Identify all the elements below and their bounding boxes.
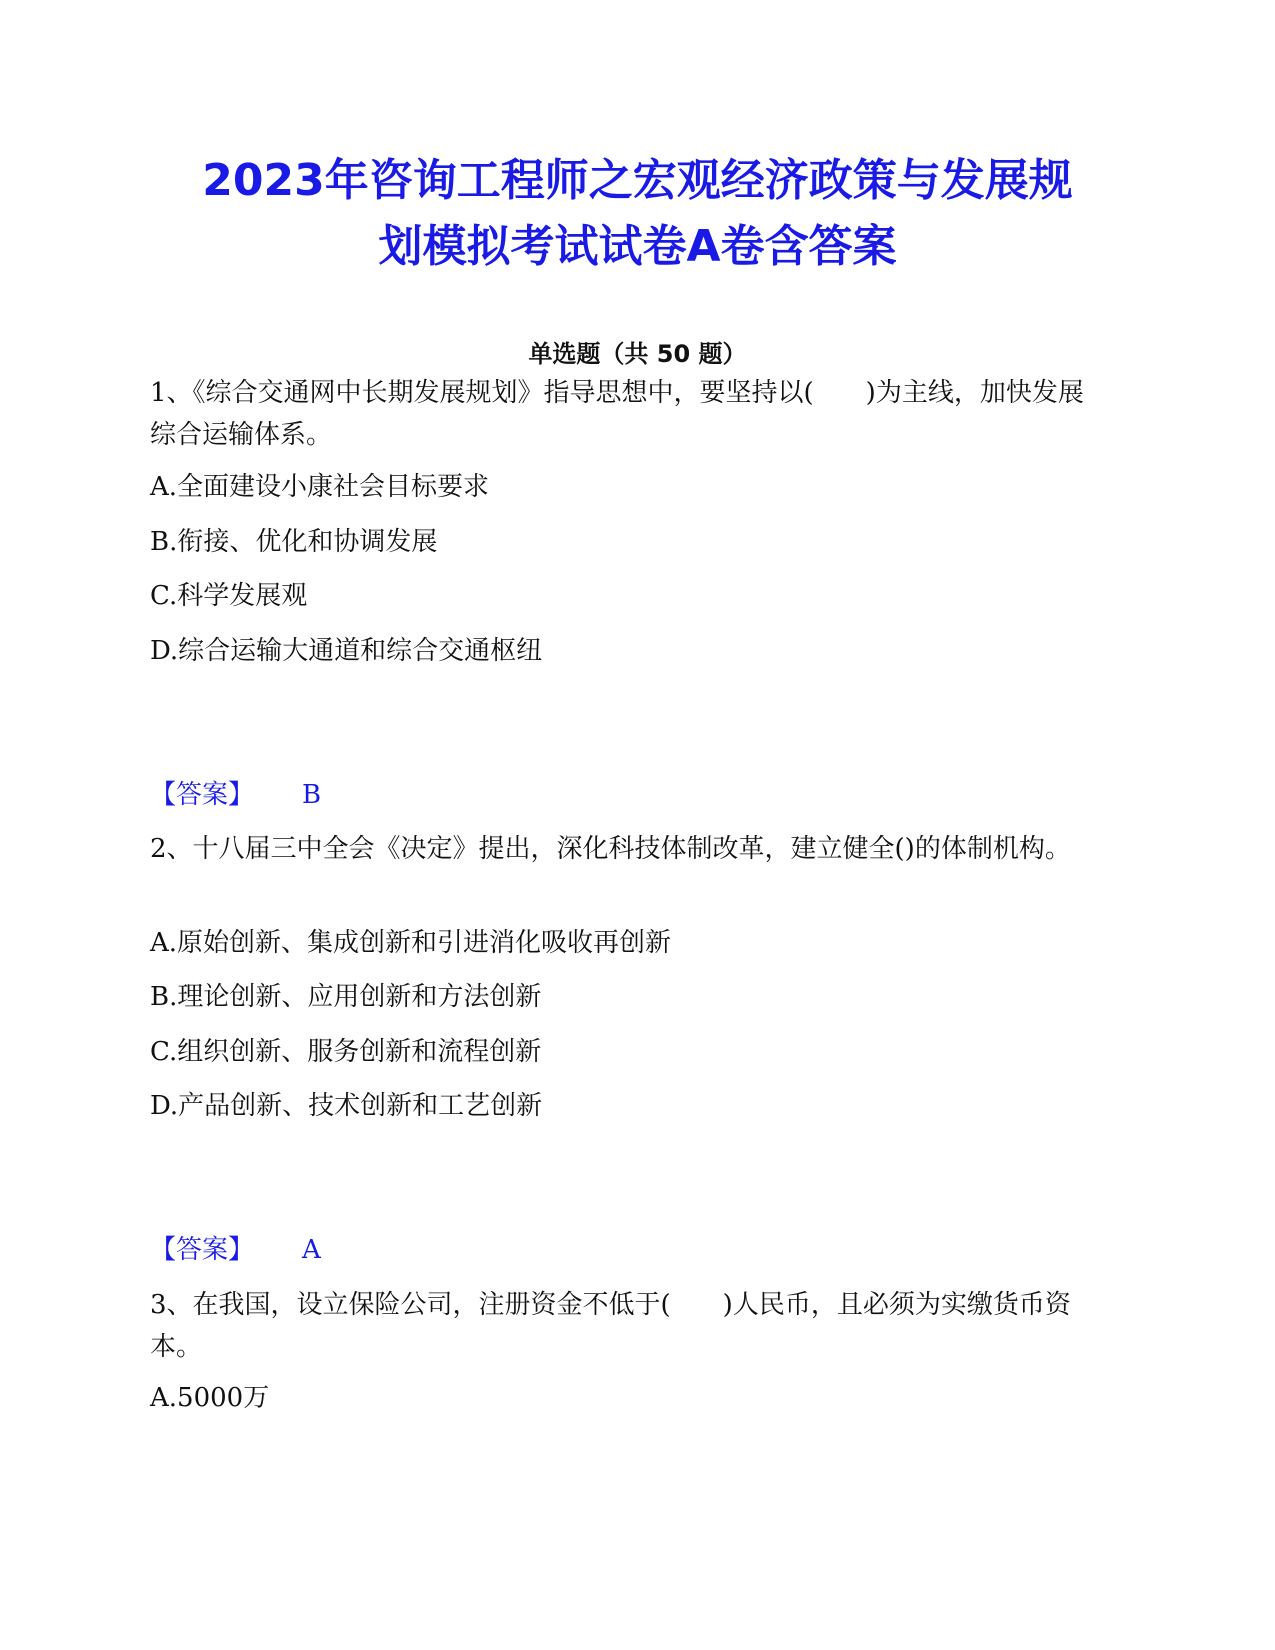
page-title-line-2: 划模拟考试试卷A卷含答案: [378, 221, 897, 272]
question-1-option-b: B.衔接、优化和协调发展: [150, 527, 438, 557]
question-3-option-a: A.5000万: [150, 1383, 270, 1413]
question-1-option-c: C.科学发展观: [150, 581, 308, 611]
question-2-answer: [150, 1232, 321, 1268]
question-1-answer: [150, 777, 321, 813]
question-1-text: 1、《综合交通网中长期发展规划》指导思想中，要坚持以( )为主线，加快发展综合运输体系。: [150, 378, 1084, 450]
answer-label: 【答案】: [150, 780, 255, 810]
page-title: [120, 148, 1155, 280]
question-2-option-b: B.理论创新、应用创新和方法创新: [150, 982, 542, 1012]
question-1-option-a: A.全面建设小康社会目标要求: [150, 472, 490, 502]
question-2-text: 2、十八届三中全会《决定》提出，深化科技体制改革，建立健全()的体制机构。: [150, 834, 1071, 864]
question-2-option-a: A.原始创新、集成创新和引进消化吸收再创新: [150, 928, 672, 958]
answer-value: B: [302, 780, 322, 810]
section-heading: 单选题（共 50 题）: [528, 340, 747, 368]
question-2-option-c: C.组织创新、服务创新和流程创新: [150, 1037, 542, 1067]
question-1-option-d: D.综合运输大通道和综合交通枢纽: [150, 636, 543, 666]
page-title-line-1: 2023年咨询工程师之宏观经济政策与发展规: [202, 155, 1073, 206]
answer-value: A: [302, 1235, 321, 1265]
question-2-option-d: D.产品创新、技术创新和工艺创新: [150, 1091, 543, 1121]
answer-label: 【答案】: [150, 1235, 255, 1265]
question-3-text: 3、在我国，设立保险公司，注册资金不低于( )人民币，且必须为实缴货币资本。: [150, 1290, 1071, 1362]
